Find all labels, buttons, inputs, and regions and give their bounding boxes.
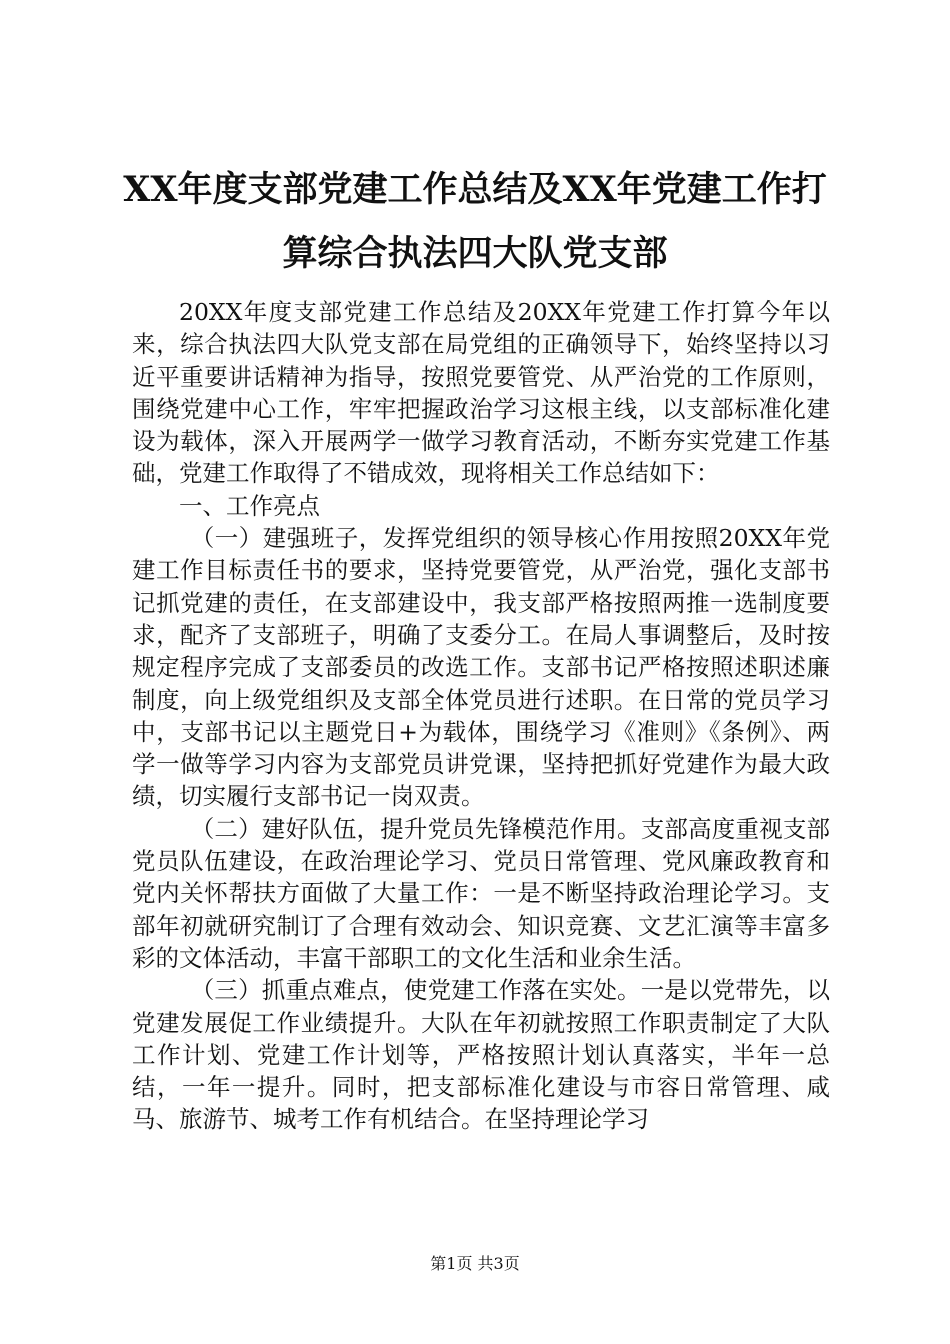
intro-paragraph: 20XX年度支部党建工作总结及20XX年党建工作打算今年以来，综合执法四大队党支部在局党组的正确领导下，始终坚持以习近平重要讲话精神为指导，按照党要管党、从严治党的工作原则，围绕党建中心工作，牢牢把握政治学习这根主线，以支部标准化建设为载体，深入开展两学一做学习教育活动，不断夯实党建工作基础，党建工作取得了不错成效，现将相关工作总结如下：: [132, 298, 830, 488]
document-title: XX年度支部党建工作总结及XX年党建工作打算综合执法四大队党支部: [123, 169, 827, 274]
page-number-footer: 第1页 共3页: [430, 1254, 520, 1273]
body-paragraph: （二）建好队伍，提升党员先锋模范作用。支部高度重视支部党员队伍建设，在政治理论学习、党员日常管理、党风廉政教育和党内关怀帮扶方面做了大量工作：一是不断坚持政治理论学习。支部年初就研究制订了合理有效动会、知识竞赛、文艺汇演等丰富多彩的文体活动，丰富干部职工的文化生活和业余生活。: [132, 814, 830, 972]
body-paragraph: （一）建强班子，发挥党组织的领导核心作用按照20XX年党建工作目标责任书的要求，坚持党要管党，从严治党，强化支部书记抓党建的责任，在支部建设中，我支部严格按照两推一选制度要求，配齐了支部班子，明确了支委分工。在局人事调整后，及时按规定程序完成了支部委员的改选工作。支部书记严格按照述职述廉制度，向上级党组织及支部全体党员进行述职。在日常的党员学习中，支部书记以主题党日+为载体，围绕学习《准则》《条例》、两学一做等学习内容为支部党员讲党课，坚持把抓好党建作为最大政绩，切实履行支部书记一岗双责。: [132, 524, 830, 811]
section-heading: 一、工作亮点: [179, 491, 320, 520]
document-body: [132, 296, 830, 1136]
body-paragraph: （三）抓重点难点，使党建工作落在实处。一是以党带先，以党建发展促工作业绩提升。大队在年初就按照工作职责制定了大队工作计划、党建工作计划等，严格按照计划认真落实，半年一总结，一年一提升。同时，把支部标准化建设与市容日常管理、咸马、旅游节、城考工作有机结合。在坚持理论学习: [132, 976, 830, 1134]
